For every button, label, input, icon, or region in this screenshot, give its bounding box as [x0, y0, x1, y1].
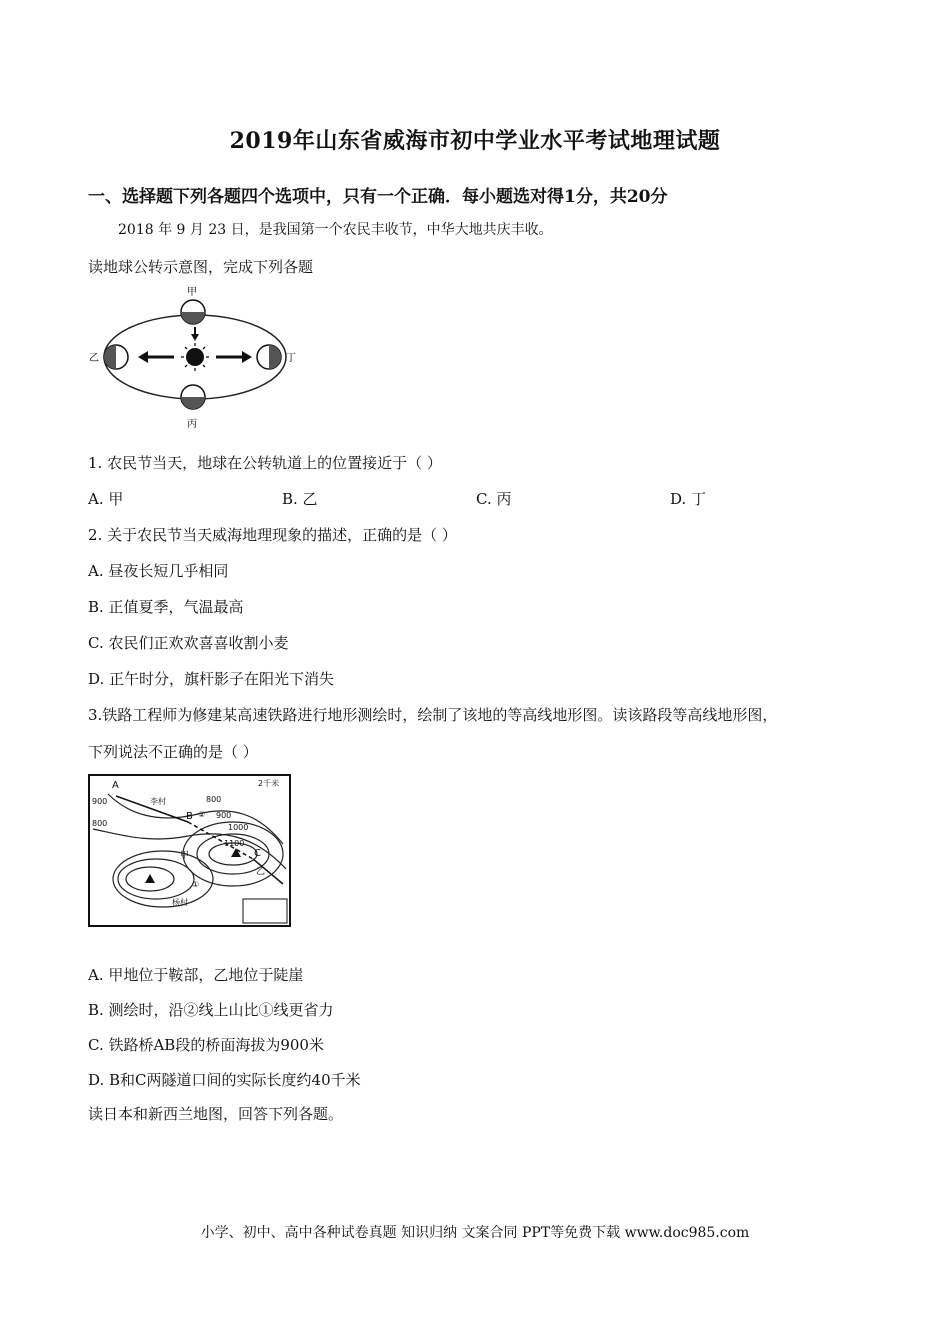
q1-option-c: C. 丙 [476, 490, 512, 508]
map-label-1000: 1000 [228, 823, 249, 832]
map-scale-label: 2千米 [258, 779, 280, 788]
contour-map [88, 774, 291, 927]
read-instruction-2: 读日本和新西兰地图，回答下列各题。 [88, 1105, 344, 1123]
page-title: 2019年山东省威海市初中学业水平考试地理试题 [229, 128, 721, 154]
map-label-jia: 甲 [180, 851, 190, 861]
q1-option-b: B. 乙 [282, 490, 318, 508]
orbit-label-top: 甲 [187, 287, 197, 298]
q3-stem-line2: 下列说法不正确的是（ ） [88, 743, 258, 761]
earth-bottom [181, 385, 205, 409]
read-instruction-1: 读地球公转示意图，完成下列各题 [88, 258, 314, 276]
q3-option-a: A. 甲地位于鞍部，乙地位于陡崖 [88, 966, 304, 984]
earth-right [257, 345, 281, 369]
map-label-800b: 800 [206, 795, 222, 804]
q2-stem: 2. 关于农民节当天威海地理现象的描述，正确的是（ ） [88, 526, 457, 544]
q1-option-a: A. 甲 [88, 490, 124, 508]
earth-top [181, 300, 205, 324]
orbit-label-bottom: 丙 [187, 419, 197, 430]
map-label-b: B [186, 811, 193, 822]
q2-option-a: A. 昼夜长短几乎相同 [88, 562, 229, 580]
q3-option-c: C. 铁路桥AB段的桥面海拔为900米 [88, 1036, 324, 1054]
q1-stem: 1. 农民节当天，地球在公转轨道上的位置接近于（ ） [88, 454, 442, 472]
intro-text: 2018 年 9 月 23 日，是我国第一个农民丰收节，中华大地共庆丰收。 [118, 222, 553, 238]
q1-option-d: D. 丁 [670, 490, 707, 508]
map-label-1100: 1100 [224, 839, 245, 848]
section-heading: 一、选择题下列各题四个选项中，只有一个正确．每小题选对得1分，共20分 [88, 187, 668, 207]
map-label-900a: 900 [92, 797, 108, 806]
q2-option-c: C. 农民们正欢欢喜喜收割小麦 [88, 634, 289, 652]
legend-box [243, 899, 287, 923]
q3-option-b: B. 测绘时，沿②线上山比①线更省力 [88, 1001, 334, 1019]
map-label-900b: 900 [216, 811, 232, 820]
q3-stem-line1: 3.铁路工程师为修建某高速铁路进行地形测绘时，绘制了该地的等高线地形图。读该路段等高线地形图， [88, 706, 778, 724]
map-label-800a: 800 [92, 819, 108, 828]
map-label-c: C [254, 848, 261, 859]
map-label-a: A [112, 780, 119, 791]
orbit-label-left: 乙 [89, 353, 99, 364]
footer-text: 小学、初中、高中各种试卷真题 知识归纳 文案合同 PPT等免费下载 www.doc985.com [200, 1225, 750, 1241]
map-label-yangcun: 杨村 [172, 898, 188, 907]
sun-icon [181, 343, 209, 371]
map-label-licun: 李村 [150, 797, 166, 806]
map-label-yi: 乙 [256, 867, 266, 877]
orbit-diagram [86, 285, 306, 431]
earth-left [104, 345, 128, 369]
map-label-2: ② [198, 810, 206, 819]
q2-option-b: B. 正值夏季，气温最高 [88, 598, 244, 616]
orbit-label-right: 丁 [286, 353, 296, 364]
q2-option-d: D. 正午时分，旗杆影子在阳光下消失 [88, 670, 335, 688]
q3-option-d: D. B和C两隧道口间的实际长度约40千米 [88, 1071, 361, 1089]
map-label-1: ① [192, 880, 200, 889]
